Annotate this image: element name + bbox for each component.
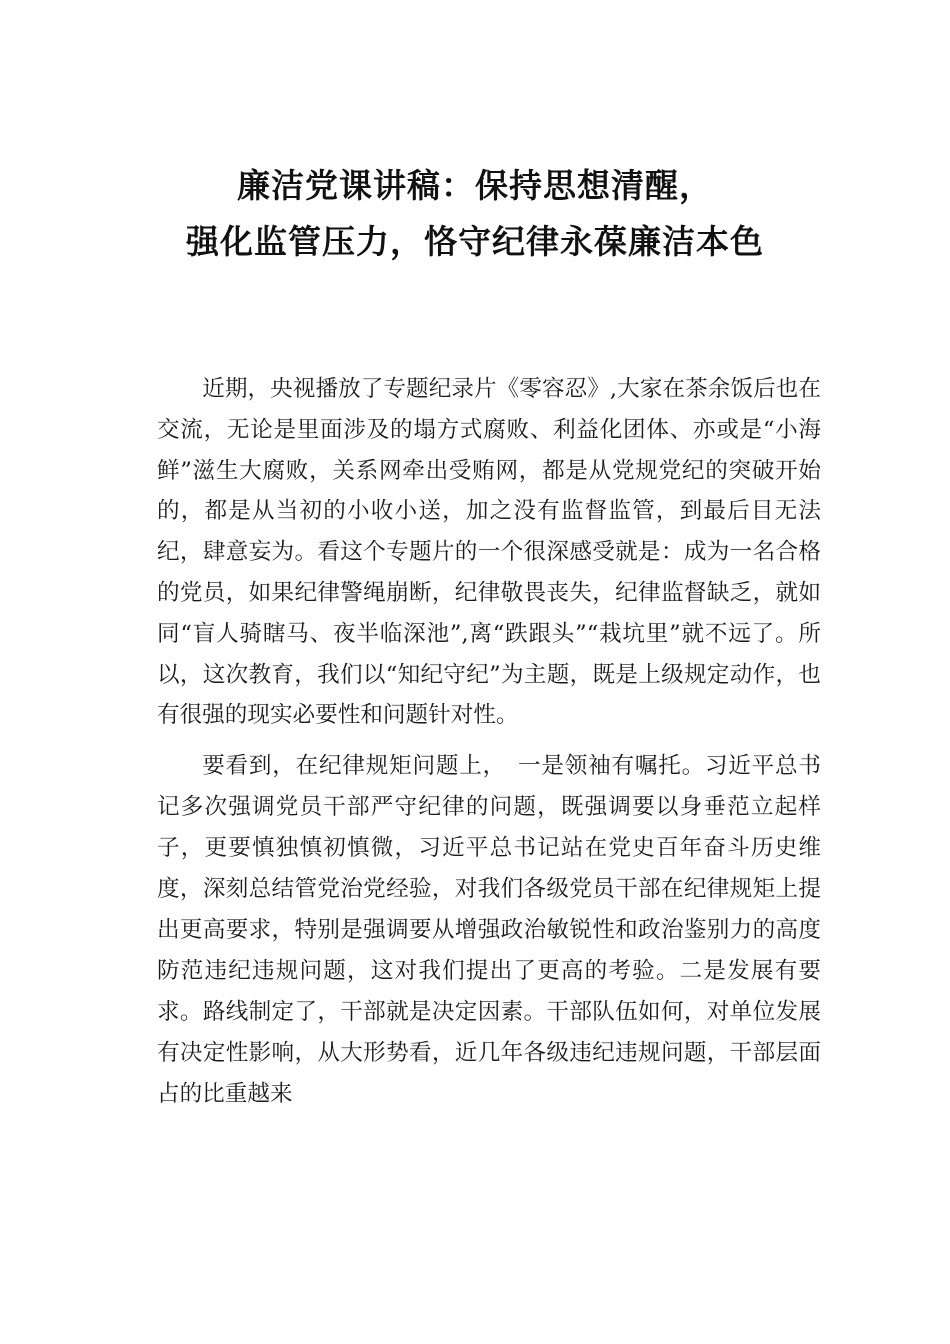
document-body [157,369,821,1115]
body-paragraph-2: 要看到，在纪律规矩问题上， 一是领袖有嘱托。习近平总书记多次强调党员干部严守纪律的问题，既强调要以身垂范立起样子，更要慎独慎初慎微，习近平总书记站在党史百年奋斗历史维度，深刻总结管党治党经验，对我们各级党员干部在纪律规矩上提出更高要求，特别是强调要从增强政治敏锐性和政治鉴别力的高度防范违纪违规问题，这对我们提出了更高的考验。二是发展有要求。路线制定了，干部就是决定因素。干部队伍如何，对单位发展有决定性影响，从大形势看，近几年各级违纪违规问题，干部层面占的比重越来 [157,753,821,1108]
title-line-1: 廉洁党课讲稿：保持思想清醒， [237,166,713,205]
document-title [60,158,890,270]
body-paragraph-1: 近期，央视播放了专题纪录片《零容忍》,大家在茶余饭后也在交流，无论是里面涉及的塌方式腐败、利益化团体、亦或是“小海鲜”滋生大腐败，关系网牵出受贿网，都是从党规党纪的突破开始的，都是从当初的小收小送，加之没有监督监管，到最后目无法纪，肆意妄为。看这个专题片的一个很深感受就是：成为一名合格的党员，如果纪律警绳崩断，纪律敬畏丧失，纪律监督缺乏，就如同“盲人骑瞎马、夜半临深池”,离“跌跟头”“栽坑里”就不远了。所以，这次教育，我们以“知纪守纪”为主题，既是上级规定动作，也有很强的现实必要性和问题针对性。 [157,376,821,729]
title-line-2: 强化监管压力，恪守纪律永葆廉洁本色 [186,222,764,261]
